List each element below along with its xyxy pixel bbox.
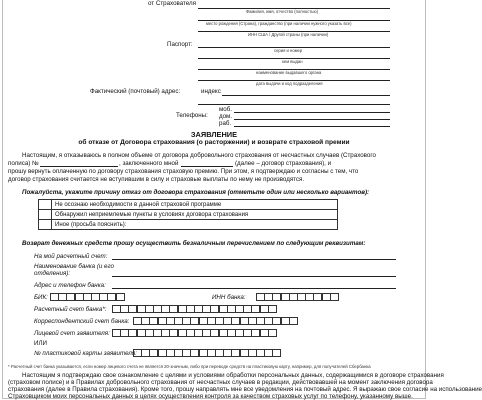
or-label: ИЛИ: [34, 340, 47, 347]
mob-label: моб.: [219, 106, 232, 113]
address-line-2[interactable]: [198, 104, 390, 105]
org-hint: наименование выдавшего органа: [256, 70, 322, 75]
birth-hint: место рождения (Страна), гражданство (при наличии нужного указать все): [206, 21, 352, 26]
inn-label: ИНН банка:: [212, 294, 246, 301]
document-subtitle: об отказе от Договора страхования (о расторжении) и возврате страховой премии: [78, 139, 350, 146]
issued-hint: кем выдан: [282, 59, 303, 64]
reason-label-1: Не осознаю необходимости в данной страховой программе: [52, 200, 338, 210]
passport-label: Паспорт:: [167, 41, 193, 48]
work-label: раб.: [219, 120, 232, 127]
contract-date-line[interactable]: [181, 166, 233, 167]
date-hint: дата выдачи и код подразделения: [256, 81, 323, 86]
bik-cells[interactable]: [50, 293, 124, 301]
consent-line-1: Настоящим я подтверждаю свое ознакомление с целями и условиями обработки персональных данных, содержащимися в договоре страхования: [22, 372, 444, 379]
fio-hint: Фамилия, имя, отчество (полностью): [246, 9, 318, 14]
digit-cell[interactable]: [116, 293, 125, 301]
digit-cell[interactable]: [330, 293, 339, 301]
phones-label: Телефоны:: [176, 112, 208, 119]
digit-cell[interactable]: [289, 317, 298, 325]
policy-number-line[interactable]: [40, 166, 118, 167]
home-phone-line[interactable]: [234, 119, 390, 120]
bank-address-line[interactable]: [112, 288, 396, 289]
intro-line-4: договор страхования считается не вступившим в силу и страховые выплаты по нему не производятся.: [8, 176, 305, 183]
intro-line-1: Настоящим, я отказываюсь в полном объеме от договора добровольного страхования от несчастных случаев (Страхового: [22, 152, 376, 159]
card-label: № пластиковой карты заявителя:: [34, 350, 137, 357]
document-title: ЗАЯВЛЕНИЕ: [190, 130, 238, 139]
consent-line-2: (страховом полисе) и в Правилах добровольного страхования от несчастных случаев в редакции, действовавшей на момент заключения договора: [8, 379, 433, 386]
reason-label-2: Обнаружил неприемлемые пункты в условиях договора страхования: [52, 210, 338, 220]
inn-hint: ИНН США / Другой страны (при наличии): [248, 32, 329, 37]
mob-phone-line[interactable]: [234, 112, 390, 113]
reason-label-3: Иное (просьба пояснить):: [52, 220, 338, 230]
account-label: На мой расчетный счет:: [34, 253, 108, 260]
personal-label: Лицевой счет заявителя:: [34, 330, 110, 337]
reason-checkbox-1[interactable]: [39, 200, 52, 210]
reason-checkbox-3[interactable]: [39, 220, 52, 230]
bank-name-line[interactable]: [112, 276, 396, 277]
personal-cells[interactable]: [112, 329, 276, 337]
bik-label: БИК:: [34, 294, 48, 301]
settlement-cells[interactable]: [112, 305, 276, 313]
consent-line-4: Страховщиком моих персональных данных в целях осуществления контроля за качеством страховых услуг по телефону, указанному выше.: [8, 393, 413, 400]
series-hint: серия и номер: [274, 48, 303, 53]
card-cells[interactable]: [133, 349, 281, 357]
reasons-table: [38, 199, 338, 230]
corr-cells[interactable]: [133, 317, 297, 325]
bank-name-label: Наименование банка (и его отделения):: [34, 263, 114, 278]
reasons-prompt: Пожалуйста, укажите причину отказ от договора страхования (отметьте один или несколько вариантов):: [22, 189, 370, 196]
work-phone-line[interactable]: [234, 126, 390, 127]
reason-checkbox-2[interactable]: [39, 210, 52, 220]
inn-cells[interactable]: [256, 293, 338, 301]
bank-address-label: Адрес и телефон банка:: [34, 282, 106, 289]
from-label: от Страхователя: [148, 0, 196, 7]
digit-cell[interactable]: [272, 349, 281, 357]
intro-line-2a: полиса) №: [8, 160, 39, 167]
address-line-1[interactable]: [222, 95, 390, 96]
consent-line-3: страхования (далее в Правила страхования). Кроме того, прошу направлять мне все уведомления на почтовый адрес. Я выражаю свое согласие на использование: [8, 386, 482, 393]
digit-cell[interactable]: [268, 305, 277, 313]
digit-cell[interactable]: [268, 329, 277, 337]
settlement-label: Расчетный счет банка*:: [34, 306, 107, 313]
corr-label: Корреспондентский счет банка:: [34, 318, 130, 325]
reason-row[interactable]: [39, 220, 338, 230]
account-line[interactable]: [112, 259, 396, 260]
intro-line-3: прошу вернуть оплаченную по договору страхования страховую премию. При этом, я подтверждаю и согласны с тем, что: [8, 168, 359, 175]
address-label: Фактический (почтовый) адрес:: [90, 88, 181, 95]
intro-line-2b: , заключенного мной: [119, 160, 179, 167]
home-label: дом.: [219, 113, 233, 120]
reason-row[interactable]: [39, 200, 338, 210]
footnote: * Расчетный счет банка указывается, если номер лицевого счета не является 20-значным, либо при переводе средств на пластиковую карту, например, для получателей Сбербанка: [8, 364, 371, 369]
intro-line-2c: (далее – договор страхования), и: [235, 160, 332, 167]
index-label: индекс: [201, 88, 221, 95]
reason-row[interactable]: [39, 210, 338, 220]
refund-prompt: Возврат денежных средств прошу осуществить безналичным перечислением по следующим реквизитам:: [22, 240, 366, 247]
